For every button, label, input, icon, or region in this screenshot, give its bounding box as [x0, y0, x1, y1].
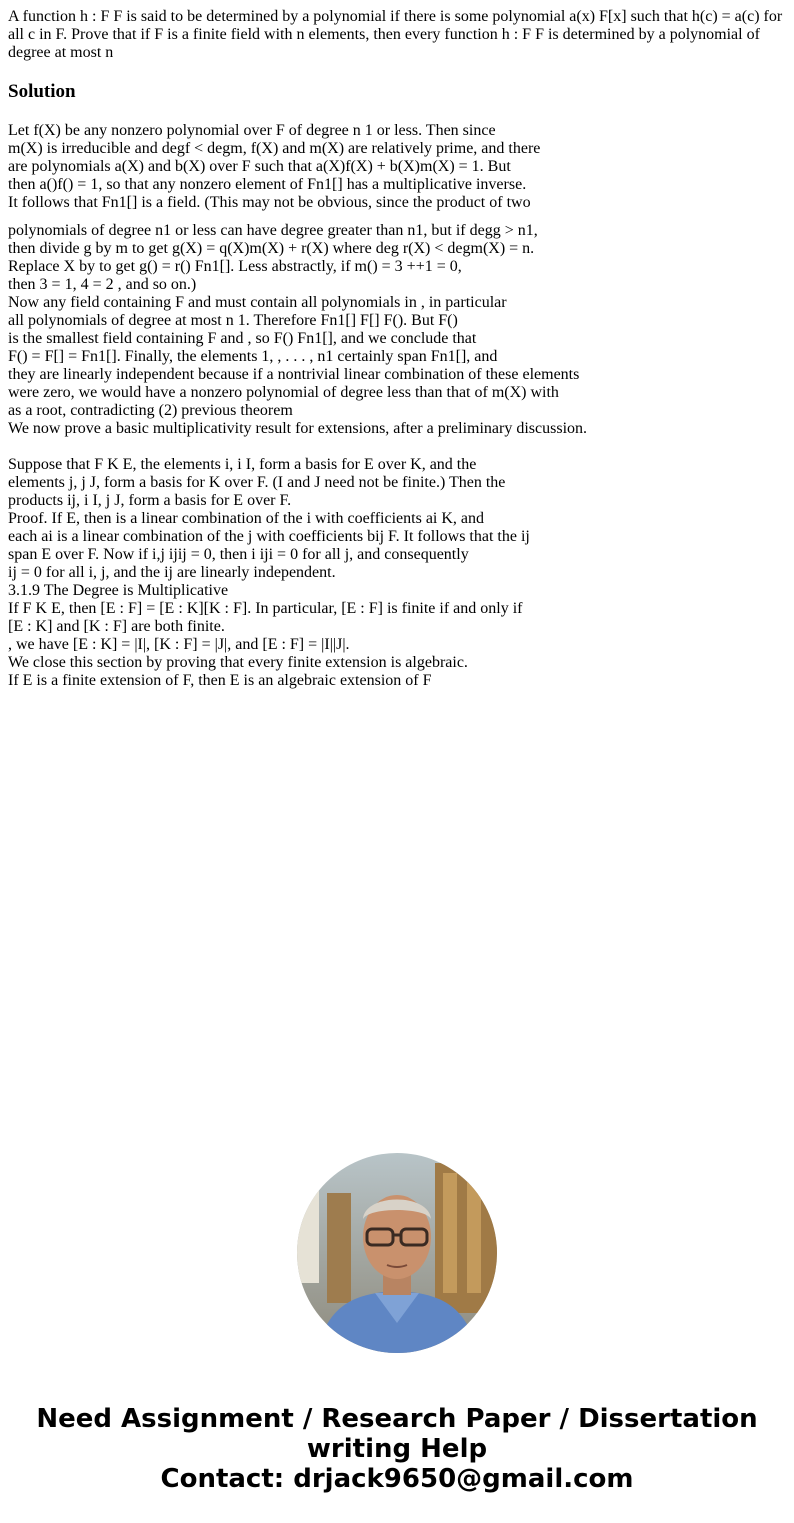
text-line: span E over F. Now if i,j ijij = 0, then i iji = 0 for all j, and consequently [8, 546, 469, 563]
question-text: A function h : F F is said to be determined by a polynomial if there is some polynomial a(x) F[x] such that h(c) = a(c) for all c in F. Prove that if F is a finite field with n elements, then every function h : F F is determined by a polynomial of degree at most n [8, 8, 783, 61]
text-line: polynomials of degree n1 or less can have degree greater than n1, but if degg > n1, [8, 222, 538, 239]
footer-line-1: Need Assignment / Research Paper / Dissertation [36, 1404, 758, 1434]
text-line: We close this section by proving that every finite extension is algebraic. [8, 654, 468, 671]
text-line: Suppose that F K E, the elements i, i I, form a basis for E over K, and the [8, 456, 477, 473]
text-line: m(X) is irreducible and degf < degm, f(X) and m(X) are relatively prime, and there [8, 140, 541, 157]
footer-line-2: writing Help [306, 1434, 488, 1464]
footer-contact: Contact: drjack9650@gmail.com [160, 1464, 634, 1494]
avatar [297, 1153, 497, 1353]
text-line: were zero, we would have a nonzero polynomial of degree less than that of m(X) with [8, 384, 559, 401]
text-line: all polynomials of degree at most n 1. Therefore Fn1[] F[] F(). But F() [8, 312, 458, 329]
page-content [8, 8, 786, 690]
text-line: is the smallest field containing F and , so F() Fn1[], and we conclude that [8, 330, 477, 347]
text-line: elements j, j J, form a basis for K over F. (I and J need not be finite.) Then the [8, 474, 506, 491]
text-line: It follows that Fn1[] is a field. (This may not be obvious, since the product of two [8, 194, 531, 211]
text-line: [E : K] and [K : F] are both finite. [8, 618, 225, 635]
text-line: If F K E, then [E : F] = [E : K][K : F]. In particular, [E : F] is finite if and only if [8, 600, 523, 617]
text-line: ij = 0 for all i, j, and the ij are linearly independent. [8, 564, 336, 581]
solution-paragraph-2 [8, 222, 786, 438]
text-line: Now any field containing F and must contain all polynomials in , in particular [8, 294, 507, 311]
text-line: are polynomials a(X) and b(X) over F such that a(X)f(X) + b(X)m(X) = 1. But [8, 158, 511, 175]
footer-banner [0, 1404, 794, 1494]
solution-paragraph-1 [8, 122, 786, 212]
text-line: Proof. If E, then is a linear combination of the i with coefficients ai K, and [8, 510, 485, 527]
text-line: as a root, contradicting (2) previous theorem [8, 402, 293, 419]
text-line: , we have [E : K] = |I|, [K : F] = |J|, and [E : F] = |I||J|. [8, 636, 350, 653]
tutor-photo-illustration [297, 1153, 497, 1353]
text-line: F() = F[] = Fn1[]. Finally, the elements 1, , . . . , n1 certainly span Fn1[], and [8, 348, 498, 365]
solution-paragraph-3 [8, 456, 786, 690]
text-line: If E is a finite extension of F, then E is an algebraic extension of F [8, 672, 432, 689]
text-line: then a()f() = 1, so that any nonzero element of Fn1[] has a multiplicative inverse. [8, 176, 527, 193]
solution-heading: Solution [8, 81, 76, 102]
text-line: products ij, i I, j J, form a basis for E over F. [8, 492, 292, 509]
text-line: then 3 = 1, 4 = 2 , and so on.) [8, 276, 197, 293]
text-line: then divide g by m to get g(X) = q(X)m(X) + r(X) where deg r(X) < degm(X) = n. [8, 240, 535, 257]
text-line: Let f(X) be any nonzero polynomial over F of degree n 1 or less. Then since [8, 122, 496, 139]
text-line: each ai is a linear combination of the j with coefficients bij F. It follows that the ij [8, 528, 530, 545]
text-line: they are linearly independent because if a nontrivial linear combination of these elements [8, 366, 580, 383]
text-line: Replace X by to get g() = r() Fn1[]. Less abstractly, if m() = 3 ++1 = 0, [8, 258, 462, 275]
text-line: We now prove a basic multiplicativity result for extensions, after a preliminary discussion. [8, 420, 588, 437]
text-line: 3.1.9 The Degree is Multiplicative [8, 582, 229, 599]
